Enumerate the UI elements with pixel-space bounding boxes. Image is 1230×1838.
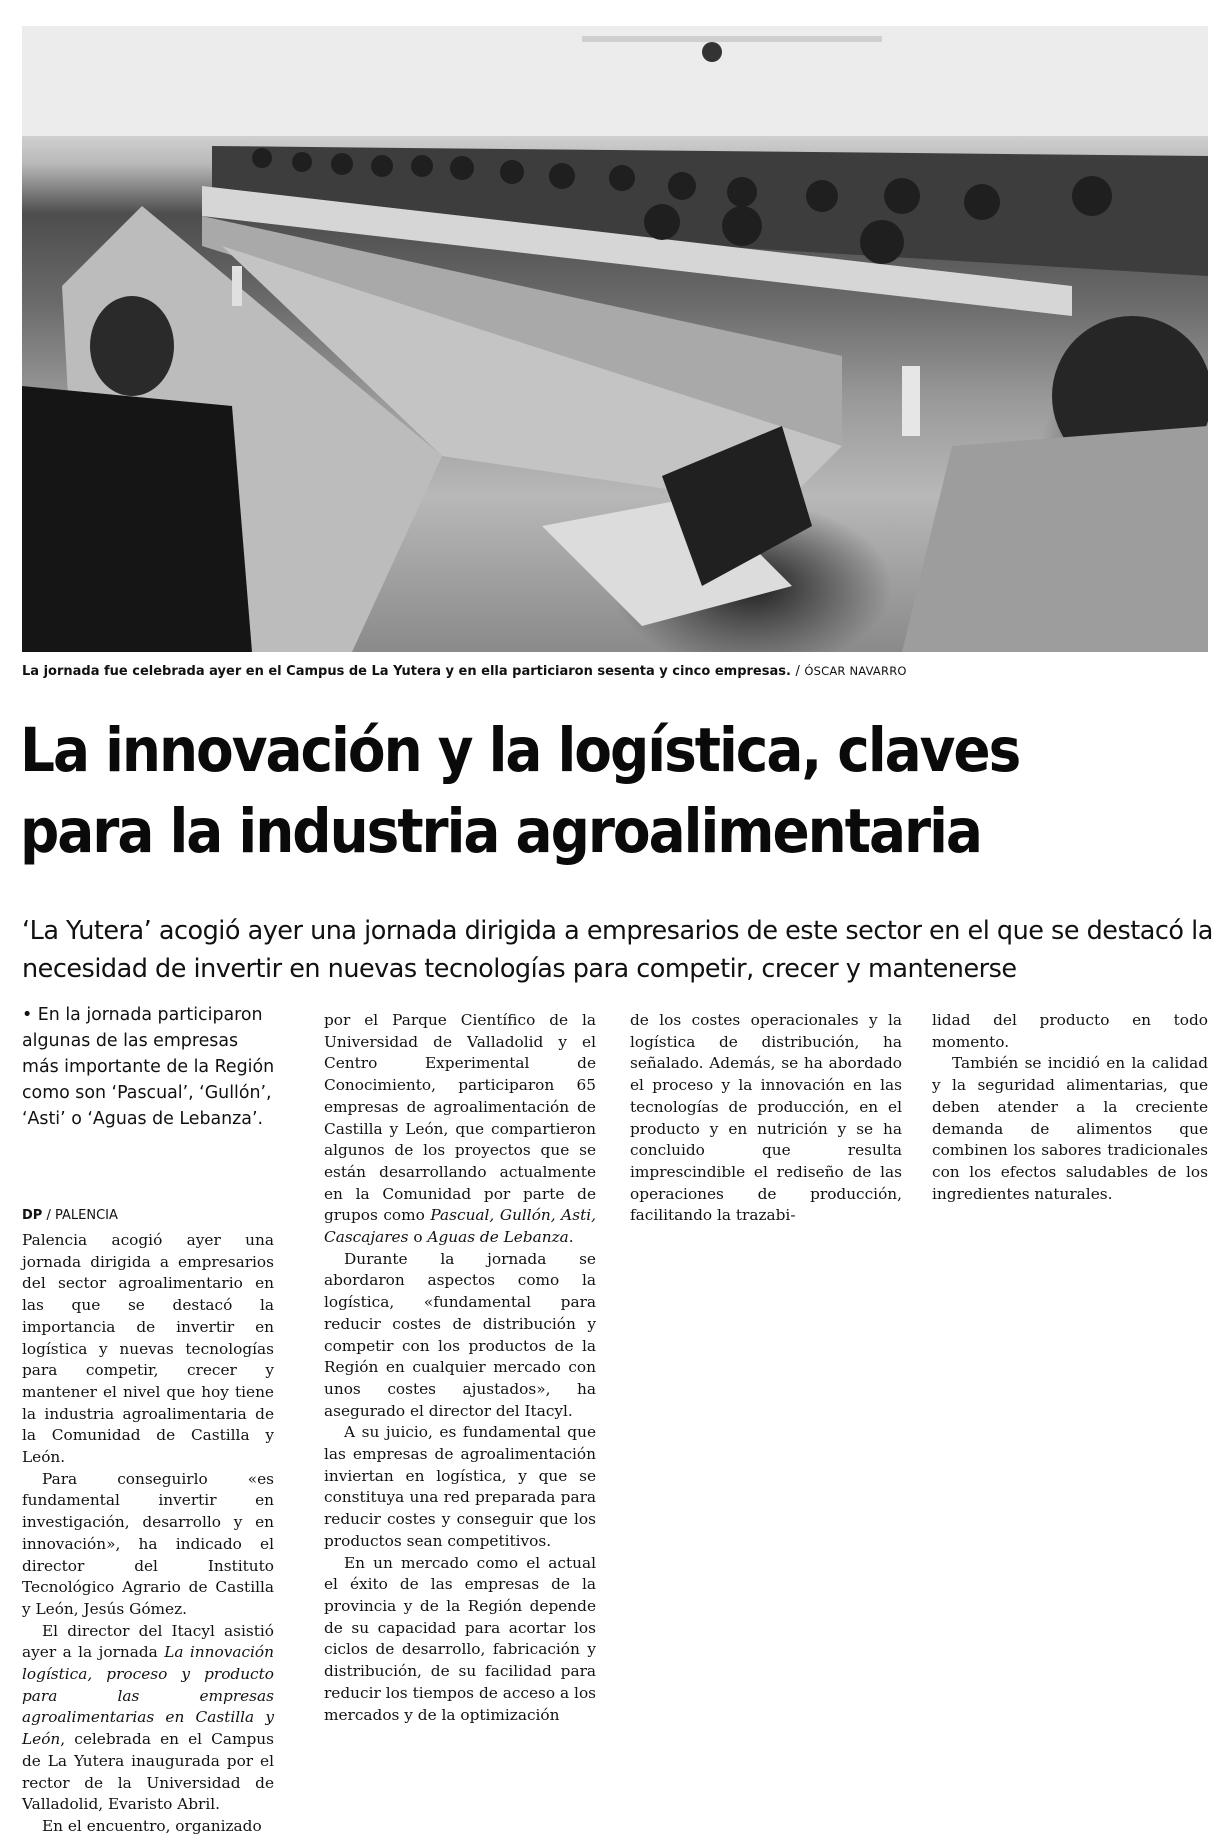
byline-place: PALENCIA [55, 1208, 118, 1223]
byline [22, 1208, 118, 1223]
headline-line-1: La innovación y la logística, claves [20, 715, 1020, 786]
body-paragraph-3 [22, 1621, 274, 1816]
body-column-3 [630, 1010, 902, 1227]
company-name-lebanza: Aguas de Lebanza [427, 1228, 569, 1247]
headline-line-2: para la industria agroalimentaria [20, 796, 981, 867]
byline-separator: / [46, 1208, 51, 1223]
caption-separator: / [795, 664, 800, 679]
body-column-2 [324, 1010, 596, 1726]
paragraph-3-text-b: , celebrada en el Campus de La Yutera inaugurada por el rector de la Universidad de Valladolid, Evaristo Abril. [22, 1730, 274, 1814]
subheadline: ‘La Yutera’ acogió ayer una jornada dirigida a empresarios de este sector en el que se destacó la necesidad de invertir en nuevas tecnologías para competir, crecer y mantenerse [22, 916, 1213, 984]
body-paragraph-6: A su juicio, es fundamental que las empresas de agroalimentación inviertan en logística, y que se constituya una red preparada para reducir costes y conseguir que los productos sean competitivos. [324, 1423, 596, 1550]
event-title: La innovación logística, proceso y producto para las empresas agroalimentarias en Castilla y León [22, 1643, 274, 1749]
photo-credit: ÓSCAR NAVARRO [804, 664, 907, 678]
body-paragraph-1: Palencia acogió ayer una jornada dirigida a empresarios del sector agroalimentario en las que se destacó la importancia de invertir en logística y nuevas tecnologías para competir, crecer y mantener el nivel que hoy tiene la industria agroalimentaria de la Comunidad de Castilla y León. [22, 1231, 274, 1467]
body-column-1 [22, 1230, 274, 1838]
byline-agency: DP [22, 1208, 43, 1223]
body-column-4 [932, 1010, 1208, 1205]
body-paragraph-4-cont [324, 1010, 596, 1249]
company-names: Pascual, Gullón, Asti, Cascajares [324, 1206, 596, 1247]
body-paragraph-7-end: lidad del producto en todo momento. [932, 1011, 1208, 1051]
article-highlight: • En la jornada participaron algunas de las empresas más importante de la Región como son ‘Pascual’, ‘Gullón’, ‘Asti’ o ‘Aguas de Lebanza’. [22, 1005, 275, 1129]
body-paragraph-7-cont: de los costes operacionales y la logística de distribución, ha señalado. Además, se ha abordado el proceso y la innovación en las tecnologías de producción, en el producto y en nutrición y se ha concluido que resulta imprescindible el rediseño de las operaciones de producción, facilitando la trazabi- [630, 1011, 902, 1225]
body-paragraph-7: En un mercado como el actual el éxito de las empresas de la provincia y de la Región depende de su capacidad para acortar los ciclos de desarrollo, fabricación y distribución, de su facilidad para reducir los tiempos de acceso a los mercados y de la optimización [324, 1553, 596, 1724]
paragraph-4-conjunction: o [408, 1228, 428, 1247]
paragraph-3-text-a: El director del Itacyl asistió ayer a la jornada [22, 1621, 274, 1662]
headline [20, 710, 1220, 872]
body-paragraph-8: También se incidió en la calidad y la seguridad alimentarias, que deben atender a la creciente demanda de alimentos que combinen los sabores tradicionales con los efectos saludables de los ingredientes naturales. [932, 1054, 1208, 1203]
meeting-room-illustration [22, 26, 1208, 652]
body-paragraph-2: Para conseguirlo «es fundamental invertir en investigación, desarrollo y en innovación», ha indicado el director del Instituto Tecnológico Agrario de Castilla y León, Jesús Gómez. [22, 1469, 274, 1618]
paragraph-4-end: . [568, 1228, 574, 1247]
paragraph-4-text-a: por el Parque Científico de la Universidad de Valladolid y el Centro Experimental de Conocimiento, participaron 65 empresas de agroalimentación de Castilla y León, que compartieron algunos de los proyectos que se están desarrollando actualmente en la Comunidad por parte de grupos como [324, 1011, 596, 1225]
body-paragraph-4-start: En el encuentro, organizado [42, 1816, 262, 1835]
photo-caption [22, 664, 1208, 679]
caption-text: La jornada fue celebrada ayer en el Campus de La Yutera y en ella particiaron sesenta y cinco empresas. [22, 664, 791, 679]
body-paragraph-5: Durante la jornada se abordaron aspectos como la logística, «fundamental para reducir costes de distribución y competir con los productos de la Región en cualquier mercado con unos costes ajustados», ha asegurado el director del Itacyl. [324, 1249, 596, 1420]
article-photo [22, 26, 1208, 652]
